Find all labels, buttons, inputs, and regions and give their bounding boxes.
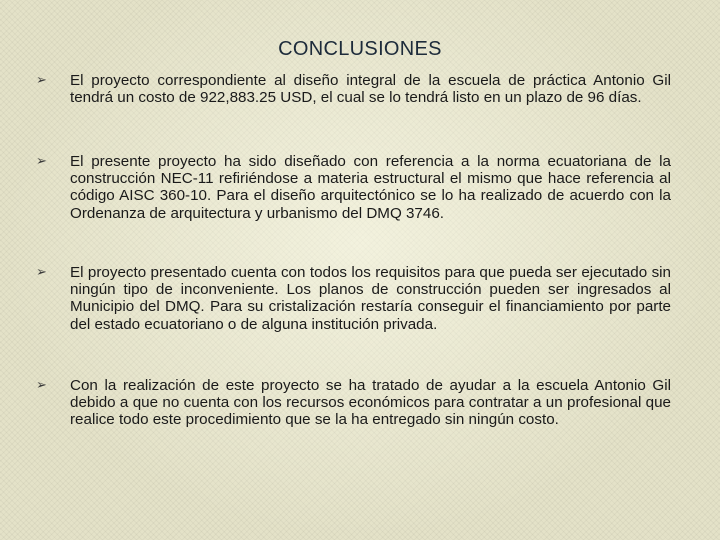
arrow-bullet-icon: ➢ [36, 264, 47, 279]
bullet-text: Con la realización de este proyecto se ha tratado de ayudar a la escuela Antonio Gil debido a que no cuenta con los recursos económicos para contratar a un profesional que realice todo este procedimiento que se la ha entregado sin ningún costo. [70, 377, 671, 429]
arrow-bullet-icon: ➢ [36, 72, 47, 87]
bullet-text: El proyecto presentado cuenta con todos los requisitos para que pueda ser ejecutado sin ningún tipo de inconveniente. Los planos de construcción pueden ser ingresados al Municipio del DMQ. Para su cristalización restaría conseguir el financiamiento por parte del estado ecuatoriano o de alguna institución privada. [70, 264, 671, 333]
bullet-text: El proyecto correspondiente al diseño integral de la escuela de práctica Antonio Gil tendrá un costo de 922,883.25 USD, el cual se lo tendrá listo en un plazo de 96 días. [70, 72, 671, 107]
arrow-bullet-icon: ➢ [36, 153, 47, 168]
bullet-text: El presente proyecto ha sido diseñado con referencia a la norma ecuatoriana de la construcción NEC-11 refiriéndose a materia estructural el mismo que hace referencia al código AISC 360-10. Para el diseño arquitectónico se lo ha realizado de acuerdo con la Ordenanza de arquitectura y urbanismo del DMQ 3746. [70, 153, 671, 222]
arrow-bullet-icon: ➢ [36, 377, 47, 392]
slide-title: CONCLUSIONES [278, 38, 442, 60]
